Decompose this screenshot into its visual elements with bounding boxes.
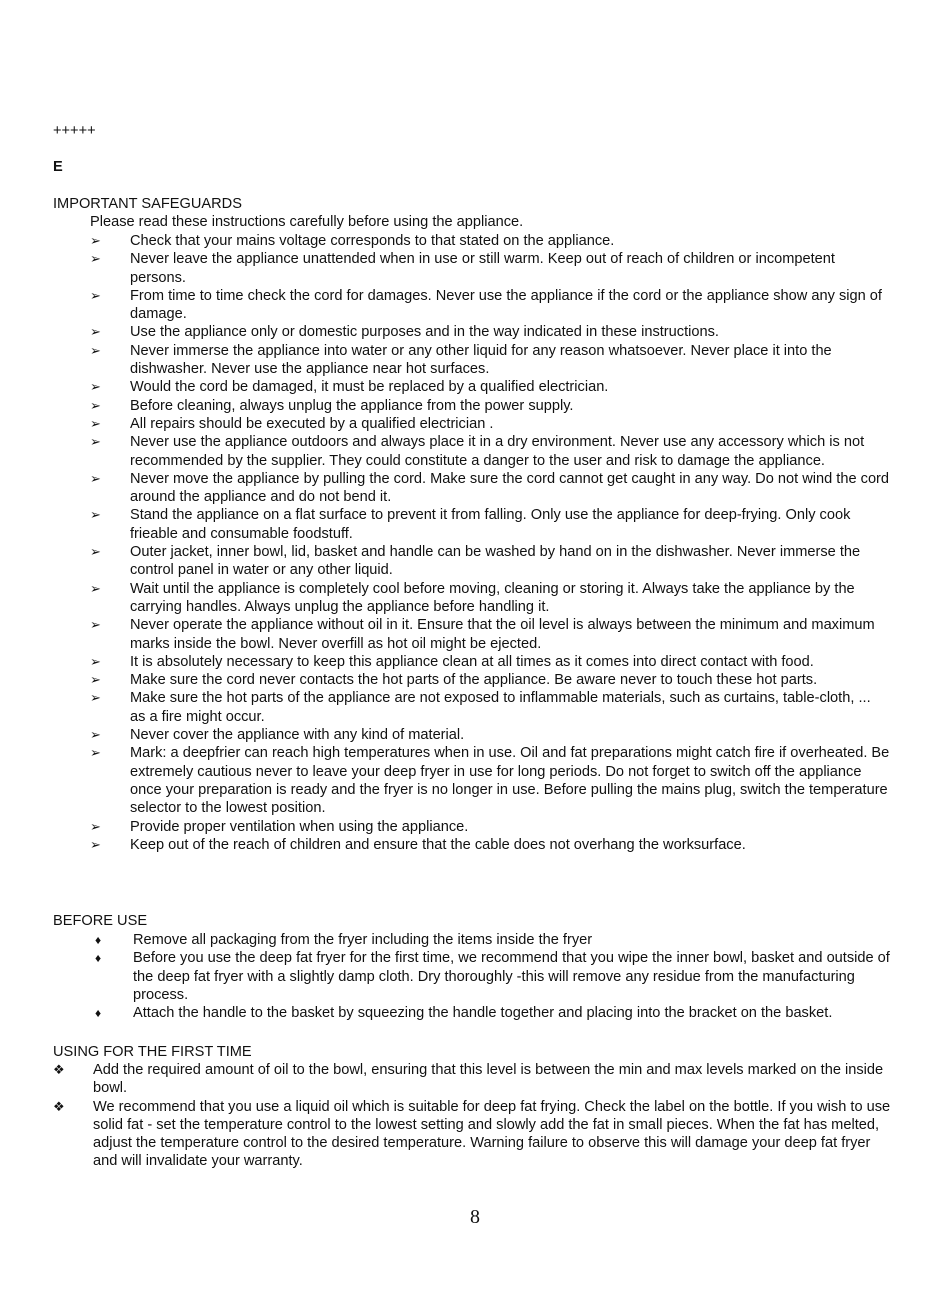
safeguard-item-text: Keep out of the reach of children and ensure that the cable does not overhang the worksurface. [130,836,746,853]
bullet-icon: ♦ [95,1006,102,1021]
page-number: 8 [470,1206,480,1228]
bullet-icon: ➢ [90,653,101,669]
safeguard-item-text: Never immerse the appliance into water or any other liquid for any reason whatsoever. Never place it into the dishwasher. Never use the appliance near hot surfaces. [130,342,832,378]
bullet-icon: ➢ [90,251,101,267]
safeguard-item [90,543,890,580]
safeguards-intro: Please read these instructions carefully before using the appliance. [90,214,524,230]
bullet-icon: ➢ [90,617,101,633]
header-marks: +++++ [53,123,96,139]
safeguard-item-text: Never move the appliance by pulling the cord. Make sure the cord cannot get caught in any way. Do not wind the cord around the appliance and do not bend it. [130,470,890,506]
safeguard-item [90,671,890,689]
safeguard-item [90,653,890,671]
safeguard-item [90,342,890,379]
safeguard-item-text: Provide proper ventilation when using the appliance. [130,818,469,835]
safeguard-item [90,287,890,324]
safeguard-item [90,397,890,415]
bullet-icon: ♦ [95,933,102,947]
first-time-item [53,1098,898,1171]
safeguard-item-text: It is absolutely necessary to keep this appliance clean at all times as it comes into direct contact with food. [130,653,814,670]
bullet-icon: ➢ [90,397,101,413]
safeguard-item [90,415,890,433]
bullet-icon: ➢ [90,727,101,743]
safeguard-item [90,232,890,250]
bullet-icon: ➢ [90,470,101,486]
safeguard-item-text: Mark: a deepfrier can reach high temperatures when in use. Oil and fat preparations might catch fire if overheated. Be extremely cautious never to leave your deep fryer in use for long periods. Do not forget to switch off the appliance once your preparation is ready and the fryer is no longer in use. Before pulling the mains plug, switch the temperature selector to the lowest position. [130,745,890,817]
safeguards-heading: IMPORTANT SAFEGUARDS [53,196,242,212]
safeguard-item-text: Never operate the appliance without oil in it. Ensure that the oil level is always between the minimum and maximum marks inside the bowl. Never overfill as hot oil might be ejected. [130,617,875,652]
first-time-item [53,1061,898,1098]
safeguard-item-text: Outer jacket, inner bowl, lid, basket and handle can be washed by hand on in the dishwasher. Never immerse the control panel in water or any other liquid. [130,544,861,579]
bullet-icon: ❖ [53,1098,65,1114]
before-use-list [90,931,890,1022]
safeguard-item-text: From time to time check the cord for damages. Never use the appliance if the cord or the appliance show any sign of damage. [130,287,882,323]
safeguard-item [90,433,890,470]
before-use-heading: BEFORE USE [53,913,148,929]
bullet-icon: ➢ [90,233,101,248]
before-use-item [90,949,890,1004]
first-time-item-text: We recommend that you use a liquid oil which is suitable for deep fat frying. Check the label on the bottle. If you wish to use solid fat - set the temperature control to the lowest setting and slowly add the fat in small pieces. When the fat has melted, adjust the temperature control to the desired temperature. Warning failure to observe this will damage your deep fat fryer and will invalidate your warranty. [93,1098,891,1170]
safeguard-item [90,506,890,543]
bullet-icon: ➢ [90,342,101,358]
safeguard-item-text: Use the appliance only or domestic purposes and in the way indicated in these instructions. [130,324,719,341]
bullet-icon: ➢ [90,507,101,523]
safeguard-item-text: Stand the appliance on a flat surface to prevent it from falling. Only use the appliance for deep-frying. Only cook frieable and consumable foodstuff. [130,507,851,542]
bullet-icon: ❖ [53,1062,65,1077]
before-use-item-text: Remove all packaging from the fryer including the items inside the fryer [133,932,593,948]
safeguard-item [90,836,890,854]
safeguard-item [90,818,890,836]
safeguard-item-text: Before cleaning, always unplug the appliance from the power supply. [130,397,574,414]
safeguard-item [90,689,890,726]
bullet-icon: ➢ [90,434,101,450]
bullet-icon: ♦ [95,951,102,966]
safeguard-item [90,726,890,744]
bullet-icon: ➢ [90,287,101,303]
bullet-icon: ➢ [90,690,101,706]
safeguard-item-text: Check that your mains voltage corresponds to that stated on the appliance. [130,233,615,249]
bullet-icon: ➢ [90,836,101,852]
section-letter: E [53,159,63,175]
bullet-icon: ➢ [90,580,101,596]
safeguard-item-text: Never leave the appliance unattended when in use or still warm. Keep out of reach of children or incompetent persons. [130,251,835,286]
safeguard-item-text: Never cover the appliance with any kind of material. [130,727,465,744]
safeguard-item [90,580,890,617]
bullet-icon: ➢ [90,745,101,761]
safeguard-item [90,378,890,396]
safeguard-item [90,470,890,507]
safeguards-list [90,232,890,854]
before-use-item-text: Before you use the deep fat fryer for the first time, we recommend that you wipe the inner bowl, basket and outside of the deep fat fryer with a slightly damp cloth. Dry thoroughly -this will remove any residue from the manufacturing process. [133,950,890,1003]
bullet-icon: ➢ [90,379,101,395]
safeguard-item-text: Would the cord be damaged, it must be replaced by a qualified electrician. [130,379,609,396]
safeguard-item [90,323,890,341]
bullet-icon: ➢ [90,415,101,431]
before-use-item [90,931,890,949]
first-time-list [53,1061,898,1171]
bullet-icon: ➢ [90,672,101,688]
safeguard-item-text: All repairs should be executed by a qualified electrician . [130,415,494,432]
before-use-item [90,1004,890,1022]
first-time-heading: USING FOR THE FIRST TIME [53,1044,252,1060]
bullet-icon: ➢ [90,544,101,560]
safeguard-item-text: Wait until the appliance is completely cool before moving, cleaning or storing it. Always take the appliance by the carrying handles. Always unplug the appliance before handling it. [130,580,855,615]
before-use-item-text: Attach the handle to the basket by squeezing the handle together and placing into the bracket on the basket. [133,1005,833,1022]
bullet-icon: ➢ [90,818,101,834]
bullet-icon: ➢ [90,324,101,340]
safeguard-item [90,250,890,287]
safeguard-item [90,744,890,817]
safeguard-item-text: Make sure the cord never contacts the hot parts of the appliance. Be aware never to touch these hot parts. [130,672,818,689]
safeguard-item-text: Make sure the hot parts of the appliance are not exposed to inflammable materials, such as curtains, table-cloth, ... as a fire might occur. [130,690,871,725]
first-time-item-text: Add the required amount of oil to the bowl, ensuring that this level is between the min and max levels marked on the inside bowl. [93,1062,884,1097]
safeguard-item [90,616,890,653]
safeguard-item-text: Never use the appliance outdoors and always place it in a dry environment. Never use any accessory which is not recommended by the supplier. They could constitute a danger to the user and risk to damage the appliance. [130,434,865,469]
